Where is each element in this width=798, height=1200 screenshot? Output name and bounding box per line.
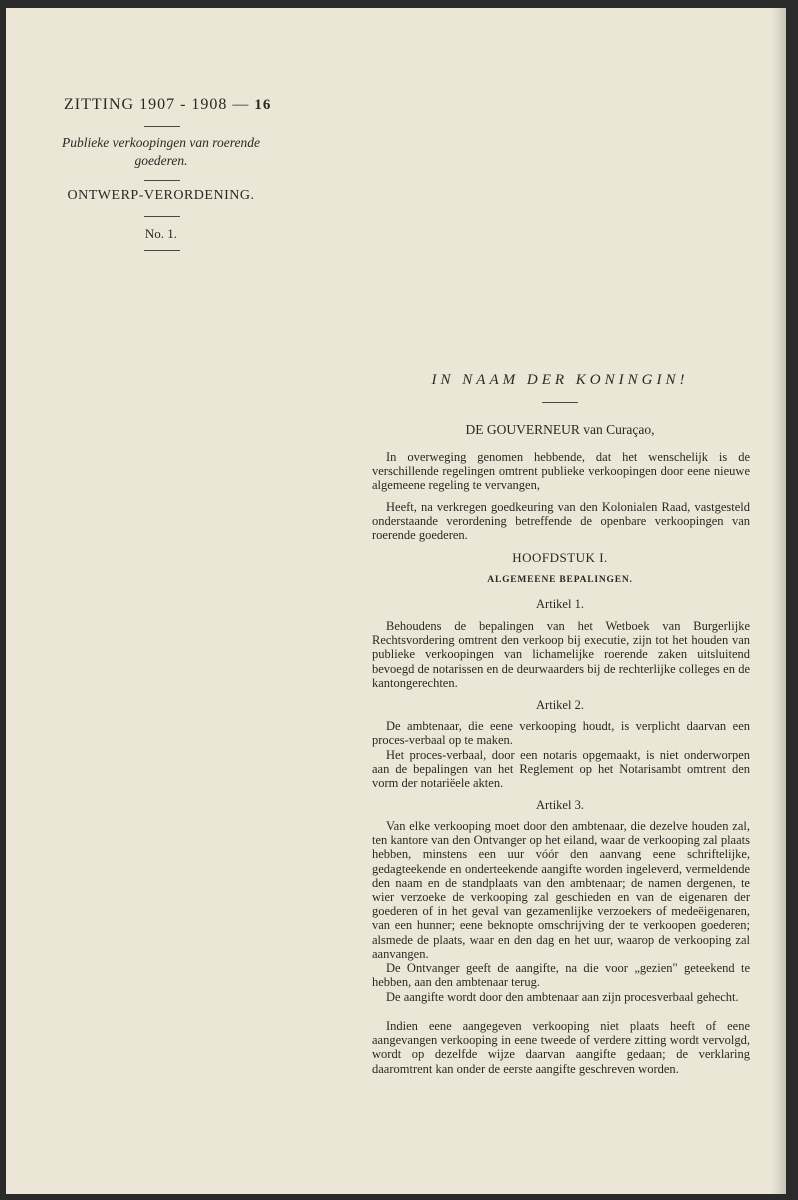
session-number: 16 <box>254 97 272 113</box>
article-paragraph: Van elke verkooping moet door den ambtenaar, die dezelve houden zal, ten kantore van den Ontvanger op het eiland, waar de verkooping zal plaats hebben, minstens een uur vóór den aanvang eene schriftelijke, gedagteekende en onderteekende aangifte worden ingeleverd, vermeldende den naam en de standplaats van den ambtenaar; de namen dergenen, te wier verzoeke de verkooping zal geschieden en van de eigenaren der goederen of in het geval van gezamenlijke verzoekers of medeëigenaren, van een hunner; eene beknopte omschrijving der te verkoopen goederen; alsmede de plaats, waar en den dag en het uur, waarop de verkooping zal aanvangen. <box>372 819 750 961</box>
page-edge-shadow <box>772 8 786 1194</box>
document-number: No. 1. <box>144 226 178 241</box>
governor-line: DE GOUVERNEUR van Curaçao, <box>465 422 655 437</box>
considering-paragraph: In overweging genomen hebbende, dat het wenschelijk is de verschillende regelingen omtrent publieke verkoopingen door eene nieuwe algemeene regeling te vervangen, <box>372 450 750 493</box>
enactment-paragraph: Heeft, na verkregen goedkeuring van den Kolonialen Raad, vastgesteld onderstaande verordening betreffende de openbare verkoopingen van roerende goederen. <box>372 500 750 543</box>
document-page <box>6 8 786 1194</box>
chapter-title: HOOFDSTUK I. <box>512 550 608 565</box>
article-heading: Artikel 1. <box>536 597 584 611</box>
divider <box>542 402 578 403</box>
article-paragraph: De aangifte wordt door den ambtenaar aan zijn procesverbaal gehecht. <box>386 990 739 1004</box>
article-paragraph: Behoudens de bepalingen van het Wetboek van Burgerlijke Rechtsvordering omtrent den verkoop bij executie, zijn tot het houden van publieke verkoopingen van lichamelijke roerende zaken uitsluitend bevoegd de notarissen en de deurwaarders bij de rechterlijke colleges en de kantongerechten. <box>372 619 750 690</box>
article-paragraph: Het proces-verbaal, door een notaris opgemaakt, is niet onderworpen aan de bepalingen van het Reglement op het Notarisambt omtrent den vorm der notariëele akten. <box>372 748 750 791</box>
article-paragraph: De ambtenaar, die eene verkooping houdt, is verplicht daarvan een proces-verbaal op te maken. <box>372 719 750 748</box>
session-label: ZITTING 1907 - 1908 <box>64 96 228 113</box>
session-separator: — <box>232 96 250 113</box>
document-subject: Publieke verkoopingen van roerende goederen. <box>61 135 261 168</box>
royal-formula: IN NAAM DER KONINGIN! <box>431 372 689 388</box>
divider <box>144 250 180 251</box>
divider <box>144 126 180 127</box>
document-type: ONTWERP-VERORDENING. <box>67 188 255 203</box>
article-heading: Artikel 2. <box>536 698 584 712</box>
article-paragraph: De Ontvanger geeft de aangifte, na die voor „gezien" geteekend te hebben, aan den ambtenaar terug. <box>372 961 750 990</box>
session-header <box>64 96 304 114</box>
divider <box>144 180 180 181</box>
article-paragraph: Indien eene aangegeven verkooping niet plaats heeft of eene aangevangen verkooping in eene tweede of verdere zitting wordt vervolgd, wordt op dezelfde wijze daarvan aangifte gedaan; de verklaring daaromtrent kan onder de eerste aangifte geschreven worden. <box>372 1019 750 1076</box>
divider <box>144 216 180 217</box>
article-heading: Artikel 3. <box>536 798 584 812</box>
chapter-subtitle: ALGEMEENE BEPALINGEN. <box>487 575 633 585</box>
